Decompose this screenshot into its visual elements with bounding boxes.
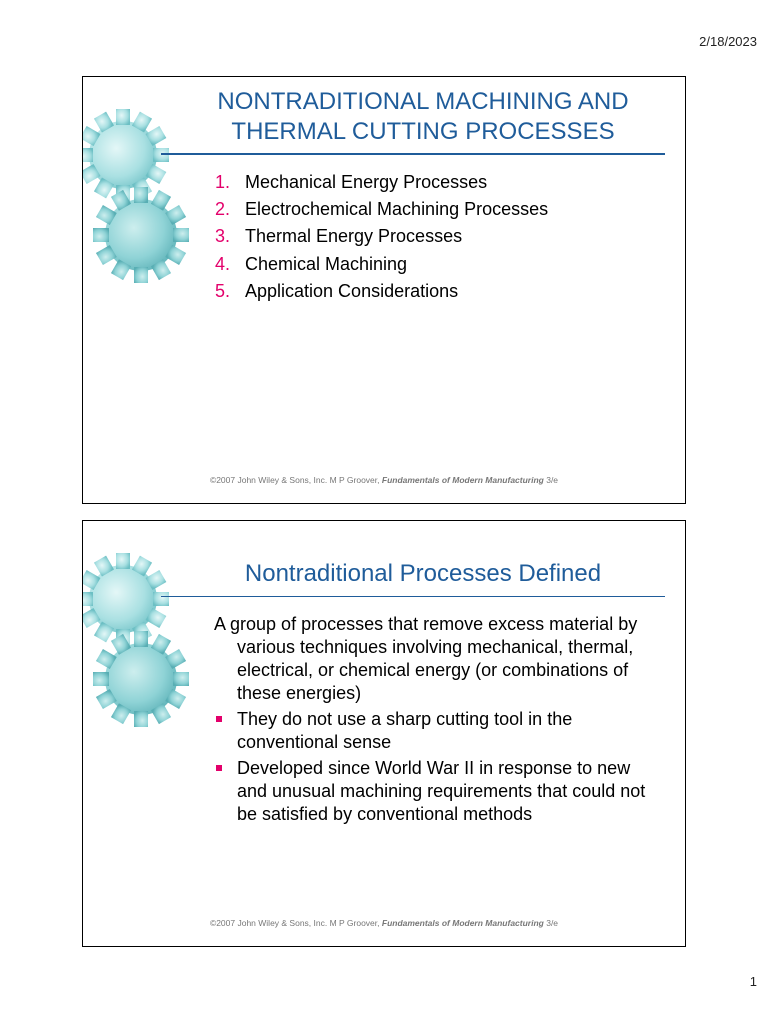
footer-copyright: ©2007 John Wiley & Sons, Inc. M P Groover, bbox=[209, 918, 382, 928]
footer-copyright: ©2007 John Wiley & Sons, Inc. M P Groover, bbox=[209, 475, 382, 485]
header-date: 2/18/2023 bbox=[699, 34, 757, 49]
footer-book-title: Fundamentals of Modern Manufacturing bbox=[381, 918, 544, 928]
list-number: 1. bbox=[215, 172, 231, 192]
slide-title: NONTRADITIONAL MACHINING AND THERMAL CUTTING PROCESSES bbox=[217, 88, 629, 145]
slide-body bbox=[214, 613, 654, 829]
bullet-item bbox=[214, 757, 654, 826]
slide-footer bbox=[83, 475, 685, 485]
list-text: Mechanical Energy Processes bbox=[245, 172, 488, 192]
gear-top-icon bbox=[83, 109, 169, 201]
list-text: Application Considerations bbox=[245, 280, 459, 301]
list-number: 2. bbox=[215, 199, 231, 220]
slide-1 bbox=[82, 76, 686, 504]
bullet-square-icon bbox=[216, 716, 222, 722]
list-text: Chemical Machining bbox=[245, 253, 408, 274]
list-number: 4. bbox=[215, 253, 231, 274]
list-text: Electrochemical Machining Processes bbox=[245, 199, 549, 220]
list-number: 5. bbox=[215, 280, 231, 301]
slide-2 bbox=[82, 520, 686, 947]
slide-footer bbox=[83, 918, 685, 928]
footer-edition: 3/e bbox=[543, 475, 559, 485]
list-text: Thermal Energy Processes bbox=[245, 226, 463, 247]
slide-title: Nontraditional Processes Defined bbox=[244, 560, 602, 587]
gear-bottom-icon bbox=[93, 187, 189, 283]
gear-bottom-icon bbox=[93, 631, 189, 727]
footer-edition: 3/e bbox=[543, 918, 559, 928]
list-item bbox=[215, 198, 548, 225]
list-item bbox=[215, 280, 548, 307]
list-item bbox=[215, 253, 548, 280]
bullet-item bbox=[214, 708, 654, 754]
bullet-text: Developed since World War II in response to new and unusual machining requirements that could not be satisfied by conventional methods bbox=[237, 758, 646, 824]
bullet-text: They do not use a sharp cutting tool in the conventional sense bbox=[237, 709, 573, 752]
intro-paragraph: A group of processes that remove excess material by various techniques involving mechanical, thermal, electrical, or chemical energy (or combinations of these energies) bbox=[214, 614, 638, 703]
list-number: 3. bbox=[215, 226, 231, 247]
list-item bbox=[215, 225, 548, 252]
title-divider bbox=[161, 596, 665, 597]
footer-book-title: Fundamentals of Modern Manufacturing bbox=[381, 475, 544, 485]
bullet-square-icon bbox=[216, 765, 222, 771]
list-item bbox=[215, 171, 548, 198]
gear-top-icon bbox=[83, 553, 169, 645]
title-divider bbox=[161, 153, 665, 155]
topic-list bbox=[215, 171, 548, 307]
page-number: 1 bbox=[749, 974, 757, 989]
